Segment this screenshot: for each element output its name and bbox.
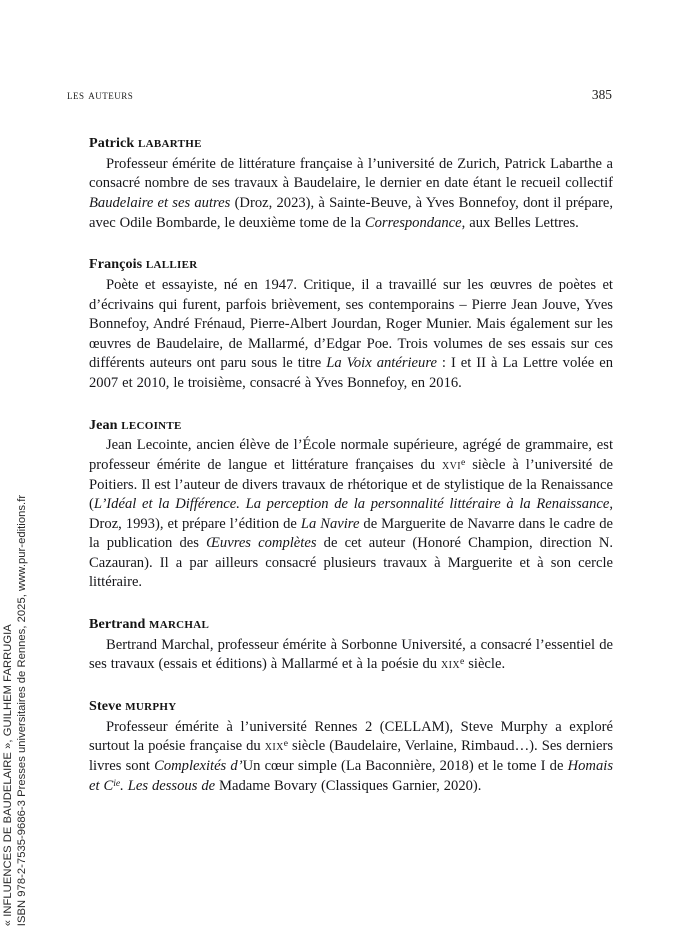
author-first-name: Bertrand [89, 616, 146, 633]
running-head [67, 87, 612, 103]
author-entry [89, 133, 613, 233]
spine-credit-line-2: ISBN 978-2-7535-9686-3 Presses universitaires de Rennes, 2025, www.pur-editions.fr [15, 494, 28, 926]
author-surname: lallier [145, 255, 198, 273]
author-entry [89, 614, 613, 675]
author-biography: Professeur émérite à l’université Rennes 2 (CELLAM), Steve Murphy a exploré surtout la poésie française du xix$^e$ siècle (Baudelaire, Verlaine, Rimbaud…). Ses derniers livres sont Complexités d’Un cœur simple (La Baconnière, 2018) et le tome I de Homais et $C^{ie}$. Les dessous de Madame Bovary (Classiques Garnier, 2020). [89, 718, 614, 794]
author-heading [89, 696, 613, 717]
author-entry [89, 415, 613, 594]
author-heading [89, 133, 613, 154]
author-entries-list [89, 133, 613, 796]
author-biography: Jean Lecointe, ancien élève de l’École normale supérieure, agrégé de grammaire, est professeur émérite de langue et littérature françaises du xvi$^e$ siècle à l’université de Poitiers. Il est l’auteur de divers travaux de rhétorique et de stylistique de la Renaissance (L’Idéal et la Différence. La perception de la personnalité littéraire à la Renaissance, Droz, 1993), et prépare l’édition de La Navire de Marguerite de Navarre dans le cadre de la publication des Œuvres complètes de cet auteur (Honoré Champion, direction N. Cazauran). Il a par ailleurs consacré plusieurs travaux à Marguerite et à son cercle littéraire. [89, 437, 614, 591]
spine-credit-block [0, 0, 70, 948]
author-biography: Bertrand Marchal, professeur émérite à Sorbonne Université, a consacré l’essentiel de ses travaux (essais et éditions) à Mallarmé et à la poésie du xix$^e$ siècle. [89, 636, 613, 673]
author-first-name: François [89, 256, 143, 273]
author-entry [89, 696, 613, 796]
spine-credit-line-1: « INFLUENCES DE BAUDELAIRE », GUILHEM FARRUGIA [1, 624, 14, 926]
page-number: 385 [591, 87, 612, 102]
author-first-name: Patrick [89, 135, 135, 151]
author-entry [89, 254, 613, 393]
author-surname: lecointe [121, 415, 182, 433]
author-biography: Professeur émérite de littérature française à l’université de Zurich, Patrick Labarthe a consacré nombre de ses travaux à Baudelaire, le dernier en date étant le recueil collectif Baudelaire et ses autres (Droz, 2023), à Sainte-Beuve, à Yves Bonnefoy, dont il prépare, avec Odile Bombarde, le deuxième tome de la Correspondance, aux Belles Lettres. [89, 155, 613, 231]
author-surname: marchal [149, 615, 210, 633]
author-heading [89, 254, 613, 275]
author-heading [89, 614, 613, 635]
author-surname: labarthe [137, 134, 202, 151]
author-heading [89, 415, 613, 436]
author-surname: murphy [125, 697, 177, 715]
author-first-name: Jean [89, 416, 118, 433]
spine-credit-text [2, 495, 29, 926]
author-biography: Poète et essayiste, né en 1947. Critique, il a travaillé sur les œuvres de poètes et d’écrivains qui furent, parfois brièvement, ses contemporains – Pierre Jean Jouve, Yves Bonnefoy, André Frénaud, Pierre-Albert Jourdan, Roger Munier. Mais également sur les œuvres de Baudelaire, de Mallarmé, d’Edgar Poe. Trois volumes de ses essais sur ces différents auteurs ont paru sous le titre La Voix antérieure : I et II à La Lettre volée en 2007 et 2010, le troisième, consacré à Yves Bonnefoy, en 2016. [89, 276, 613, 391]
running-head-title: les auteurs [67, 87, 134, 102]
author-first-name: Steve [89, 698, 122, 715]
